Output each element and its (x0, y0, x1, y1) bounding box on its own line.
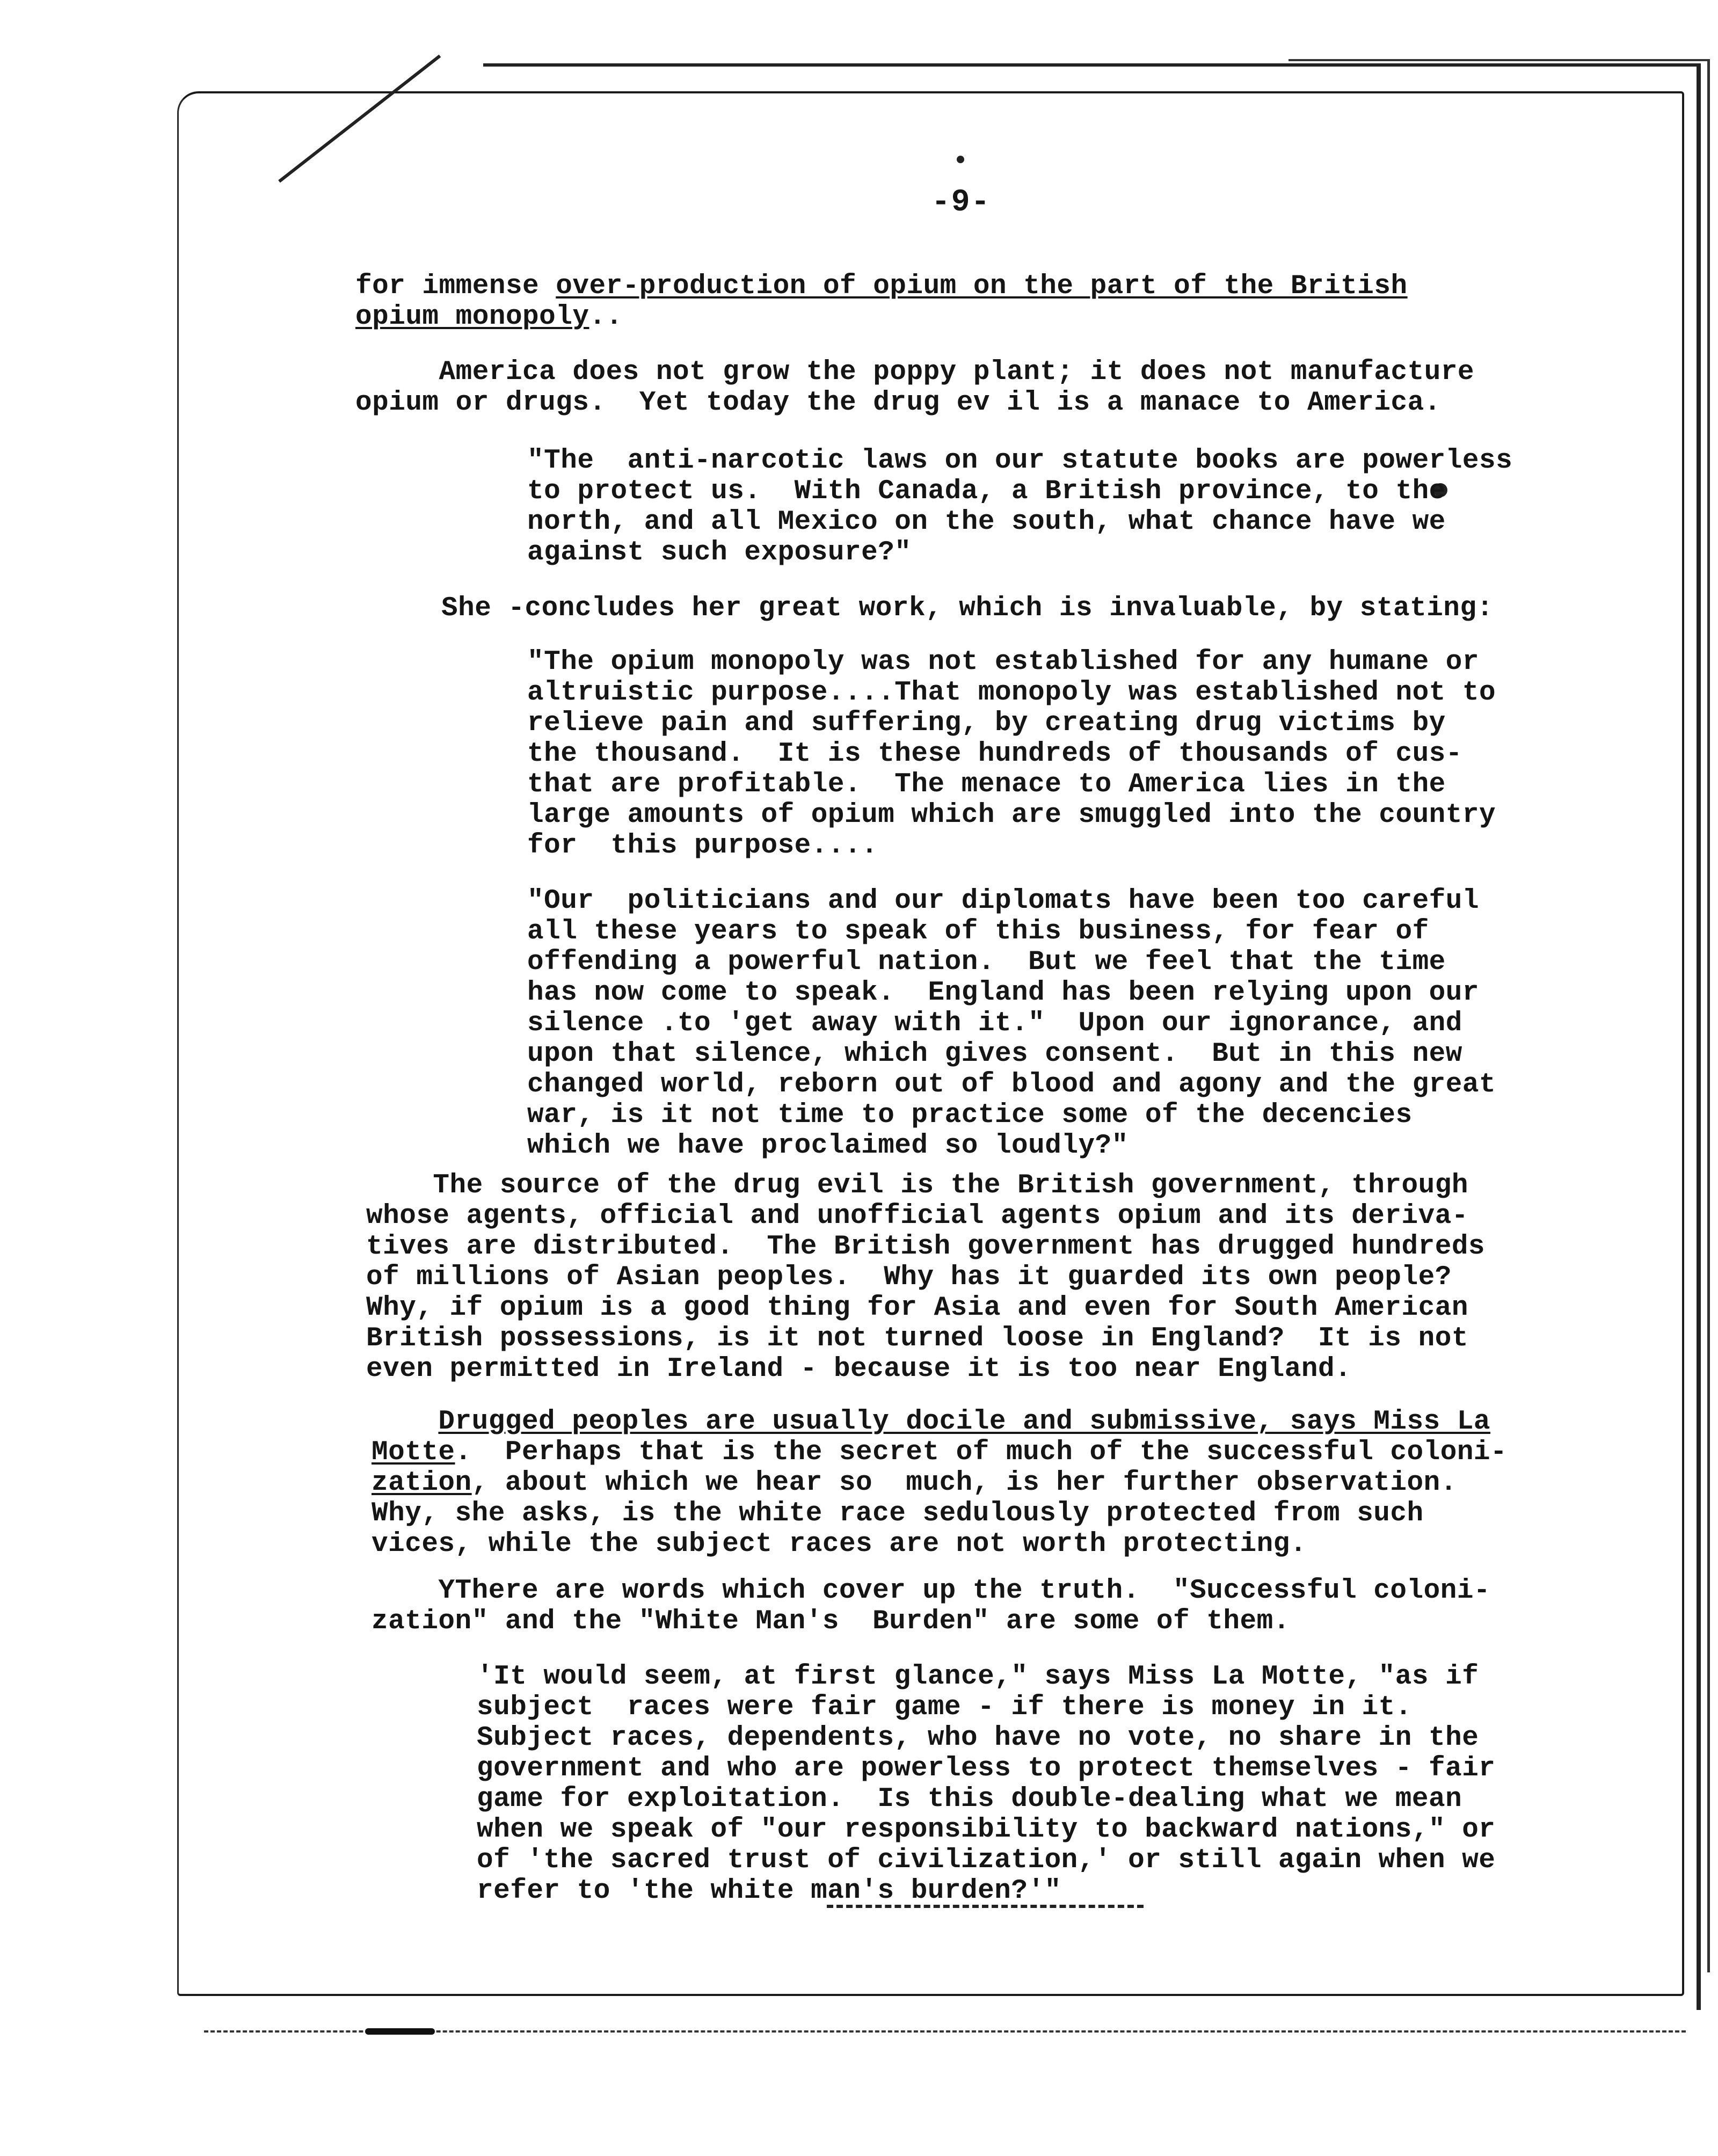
paragraph-america: America does not grow the poppy plant; it does not manufacture opium or drugs. Yet today the drug ev il is a manace to America. (355, 357, 1475, 418)
page-number: -9- (931, 185, 991, 220)
text-run: for immense (355, 271, 556, 302)
text-run: . Perhaps that is the secret of much of the successful coloni- (455, 1437, 1508, 1468)
quote-fair-game: 'It would seem, at first glance," says Miss La Motte, "as if subject races were fair game - if there is money in it. Subject races, dependents, who have no vote, no share in the government and who are powerless to protect themselves - fair game for exploitation. Is this double-dealing what we mean when we speak of "our responsibility to backward nations," or of 'the sacred trust of civilization,' or still again when we refer to 'the white man's burden?'" (477, 1662, 1496, 1906)
text-run (372, 1407, 438, 1437)
paragraph-words-cover-truth: YThere are words which cover up the truth. "Successful coloni- zation" and the "White Man's Burden" are some of them. (372, 1576, 1491, 1637)
paragraph-concludes: She -concludes her great work, which is invaluable, by stating: (441, 593, 1494, 624)
ink-mark (365, 2028, 435, 2035)
ink-speck (957, 156, 964, 163)
underlined-text: zation (372, 1468, 472, 1498)
underlined-text: over-production of opium on the part of the British (556, 271, 1408, 302)
underlined-text: Motte (372, 1437, 455, 1468)
paragraph-source-of-evil: The source of the drug evil is the British government, through whose agents, official and unofficial agents opium and its deriva- tives are distributed. The British government has drugged hundreds of millions of Asian peoples. Why has it guarded its own people? Why, if opium is a good thing for Asia and even for South American British possessions, is it not turned loose in England? It is not even permitted in Ireland - because it is too near England. (366, 1170, 1486, 1385)
underlined-text: opium monopoly (355, 302, 589, 332)
underlined-text: Drugged peoples are usually docile and submissive, says Miss La (438, 1407, 1491, 1437)
quote-our-politicians: "Our politicians and our diplomats have been too careful all these years to speak of this business, for fear of offending a powerful nation. But we feel that the time has now come to speak. England has been relying upon our silence .to 'get away with it." Upon our ignorance, and upon that silence, which gives consent. But in this new changed world, reborn out of blood and agony and the great war, is it not time to practice some of the decencies which we have proclaimed so loudly?" (527, 886, 1496, 1161)
paragraph-continuation (355, 271, 1408, 332)
quote-opium-monopoly: "The opium monopoly was not established for any humane or altruistic purpose....That monopoly was established not to relieve pain and suffering, by creating drug victims by the thousand. It is these hundreds of thousands of cus- that are profitable. The menace to America lies in the large amounts of opium which are smuggled into the country for this purpose.... (527, 647, 1496, 861)
end-dashed-rule (827, 1905, 1144, 1908)
quote-anti-narcotic-laws: "The anti-narcotic laws on our statute books are powerless to protect us. With Canada, a British province, to the north, and all Mexico on the south, what chance have we against such exposure?" (527, 446, 1513, 568)
paragraph-drugged-peoples (372, 1407, 1507, 1560)
text-run: Why, she asks, is the white race sedulously protected from such vices, while the subject races are not worth protecting. (372, 1498, 1424, 1560)
text-run: .. (589, 302, 623, 332)
text-run: , about which we hear so much, is her further observation. (471, 1468, 1457, 1498)
